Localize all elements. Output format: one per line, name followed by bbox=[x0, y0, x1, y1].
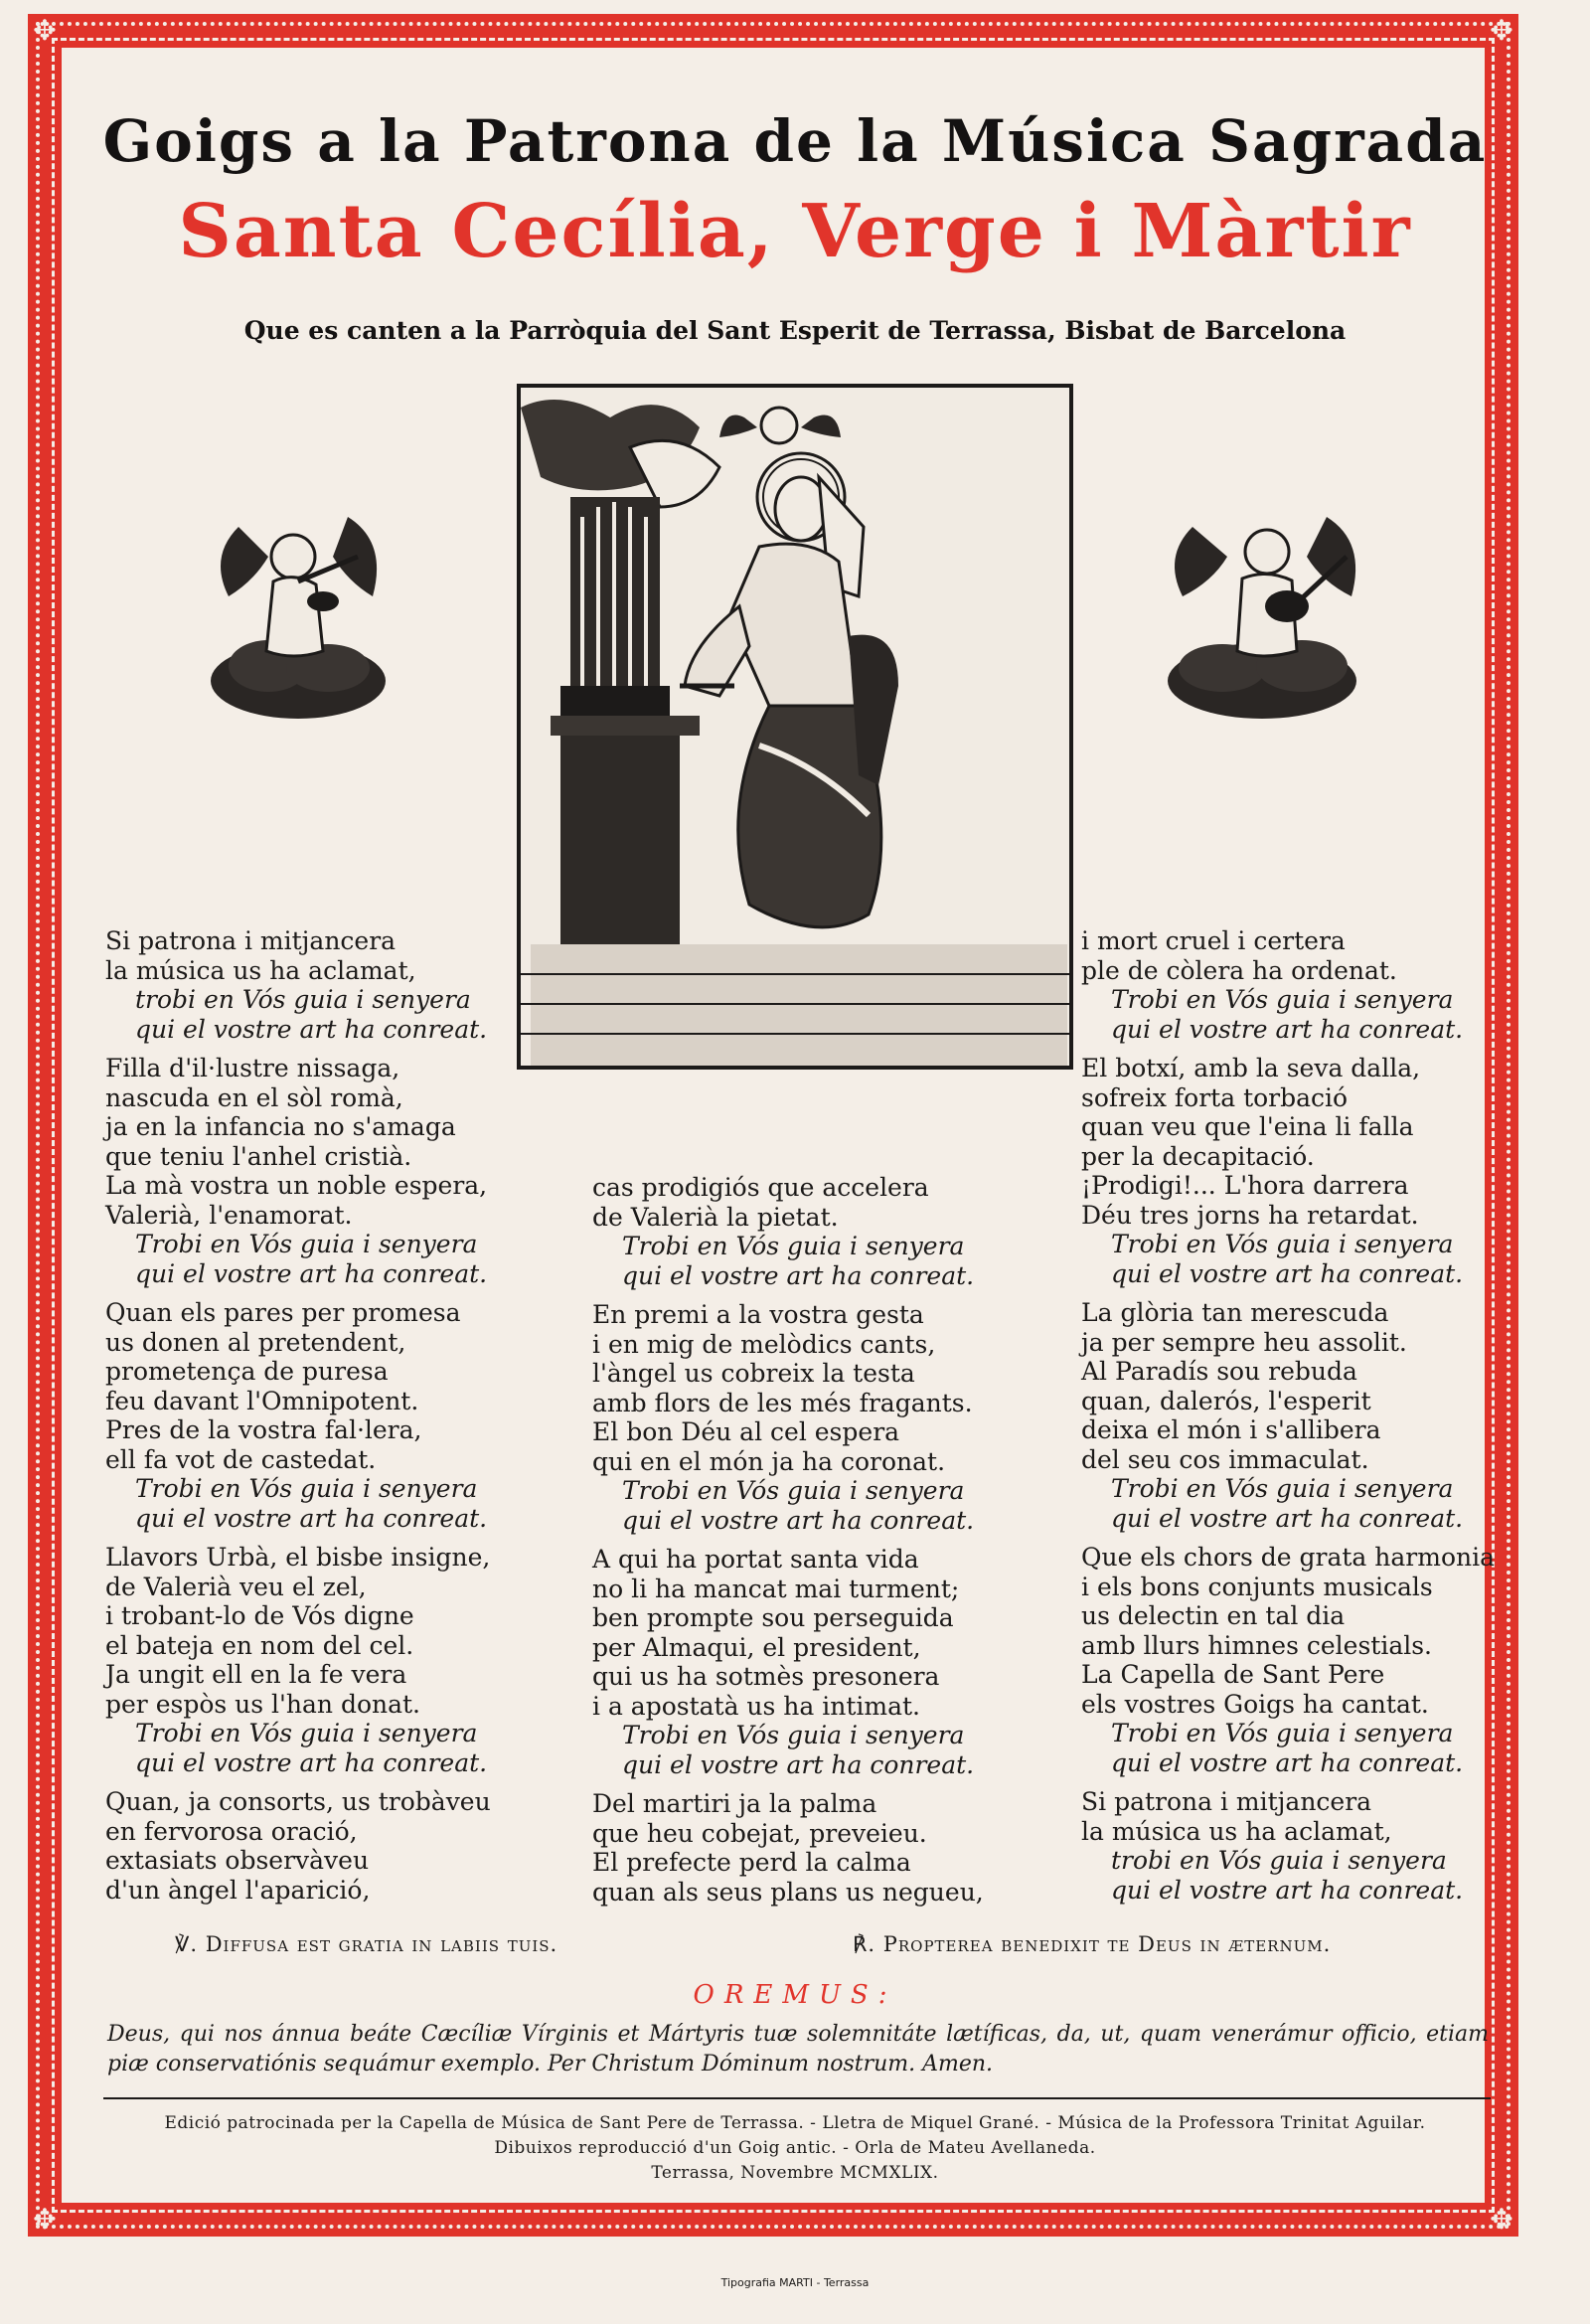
response: ℟. Propterea benedixit te Deus in æternum. bbox=[853, 1932, 1332, 1956]
refrain-line: qui el vostre art ha conreat. bbox=[135, 1503, 488, 1533]
saint-cecilia-woodcut bbox=[517, 384, 1073, 1070]
refrain-line: trobi en Vós guia i senyera bbox=[1111, 1846, 1447, 1875]
verse-line: ja en la infancia no s'amaga bbox=[105, 1112, 456, 1141]
verse-line: Déu tres jorns ha retardat. bbox=[1081, 1200, 1419, 1230]
verse-line: ben prompte sou perseguida bbox=[592, 1603, 954, 1632]
verse-line: Al Paradís sou rebuda bbox=[1081, 1357, 1357, 1386]
corner-ornament-icon: ✥ bbox=[33, 14, 57, 47]
verse-line: La glòria tan merescuda bbox=[1081, 1298, 1389, 1327]
verse-line: us donen al pretendent, bbox=[105, 1327, 406, 1357]
refrain-line: Trobi en Vós guia i senyera bbox=[135, 1230, 478, 1258]
refrain-line: Trobi en Vós guia i senyera bbox=[622, 1476, 965, 1505]
stanza bbox=[105, 926, 491, 1044]
verse-line: els vostres Goigs ha cantat. bbox=[1081, 1689, 1429, 1719]
verse-line: Ja ungit ell en la fe vera bbox=[105, 1660, 407, 1689]
verse-line: Si patrona i mitjancera bbox=[1081, 1787, 1372, 1816]
verse-line: ell fa vot de castedat. bbox=[105, 1444, 377, 1474]
verse-line: per Almaqui, el president, bbox=[592, 1632, 921, 1662]
verse-line: extasiats observàveu bbox=[105, 1846, 370, 1875]
versicle: ℣. Diffusa est gratia in labiis tuis. bbox=[175, 1932, 558, 1956]
title-line-2: Santa Cecília, Verge i Màrtir bbox=[178, 189, 1412, 274]
verse-line: que teniu l'anhel cristià. bbox=[105, 1141, 412, 1171]
verse-line: de Valerià veu el zel, bbox=[105, 1572, 367, 1601]
oremus-heading: OREMUS: bbox=[693, 1980, 897, 2010]
divider-rule bbox=[103, 2097, 1491, 2099]
verse-line: El bon Déu al cel espera bbox=[592, 1417, 900, 1446]
verse-line: deixa el món i s'allibera bbox=[1081, 1415, 1381, 1444]
verse-line: feu davant l'Omnipotent. bbox=[105, 1386, 419, 1415]
stanza bbox=[1081, 1543, 1495, 1777]
verse-line: i en mig de melòdics cants, bbox=[592, 1329, 936, 1359]
refrain-line: Trobi en Vós guia i senyera bbox=[622, 1232, 965, 1260]
verse-line: quan, dalerós, l'esperit bbox=[1081, 1386, 1371, 1415]
verse-line: la música us ha aclamat, bbox=[105, 955, 416, 985]
verse-column-left bbox=[105, 926, 491, 1905]
verse-line: de Valerià la pietat. bbox=[592, 1202, 839, 1232]
verse-column-middle bbox=[592, 1173, 984, 1907]
refrain-line: trobi en Vós guia i senyera bbox=[135, 985, 471, 1014]
stanza bbox=[592, 1789, 984, 1907]
verse-line: i mort cruel i certera bbox=[1081, 926, 1346, 955]
refrain-line: qui el vostre art ha conreat. bbox=[135, 1014, 488, 1044]
verse-line: quan als seus plans us negueu, bbox=[592, 1877, 984, 1907]
verse-line: La mà vostra un noble espera, bbox=[105, 1171, 488, 1200]
refrain-line: Trobi en Vós guia i senyera bbox=[622, 1721, 965, 1749]
stanza bbox=[1081, 1298, 1495, 1533]
corner-ornament-icon: ✥ bbox=[1490, 14, 1513, 47]
verse-line: l'àngel us cobreix la testa bbox=[592, 1359, 915, 1388]
verse-line: El prefecte perd la calma bbox=[592, 1848, 911, 1877]
verse-line: prometença de puresa bbox=[105, 1357, 389, 1386]
stanza bbox=[1081, 1054, 1495, 1288]
refrain-line: Trobi en Vós guia i senyera bbox=[1111, 1230, 1454, 1258]
verse-line: del seu cos immaculat. bbox=[1081, 1444, 1369, 1474]
credits-line: Dibuixos reproducció d'un Goig antic. - Orla de Mateu Avellaneda. bbox=[494, 2138, 1096, 2158]
printer-imprint: Tipografia MARTI - Terrassa bbox=[720, 2276, 870, 2289]
verse-line: Llavors Urbà, el bisbe insigne, bbox=[105, 1543, 491, 1572]
refrain-line: qui el vostre art ha conreat. bbox=[622, 1749, 975, 1779]
verse-line: La Capella de Sant Pere bbox=[1081, 1660, 1385, 1689]
stanza bbox=[592, 1545, 984, 1779]
refrain-line: qui el vostre art ha conreat. bbox=[135, 1258, 488, 1288]
stanza bbox=[105, 1543, 491, 1777]
corner-ornament-icon: ✥ bbox=[1490, 2203, 1513, 2236]
verse-line: amb llurs himnes celestials. bbox=[1081, 1630, 1432, 1660]
refrain-line: Trobi en Vós guia i senyera bbox=[1111, 1474, 1454, 1503]
verse-line: Quan, ja consorts, us trobàveu bbox=[105, 1787, 491, 1816]
credits bbox=[80, 2111, 1510, 2186]
verse-line: que heu cobejat, preveieu. bbox=[592, 1818, 927, 1848]
stanza bbox=[1081, 926, 1495, 1044]
refrain-line: qui el vostre art ha conreat. bbox=[622, 1260, 975, 1290]
verse-line: cas prodigiós que accelera bbox=[592, 1173, 929, 1202]
refrain-line: Trobi en Vós guia i senyera bbox=[135, 1474, 478, 1503]
verse-line: Que els chors de grata harmonia bbox=[1081, 1543, 1496, 1572]
verse-line: Del martiri ja la palma bbox=[592, 1789, 877, 1818]
verse-line: el bateja en nom del cel. bbox=[105, 1630, 414, 1660]
verse-line: ¡Prodigi!... L'hora darrera bbox=[1081, 1171, 1409, 1200]
verse-line: qui us ha sotmès presonera bbox=[592, 1662, 940, 1691]
verse-line: ja per sempre heu assolit. bbox=[1081, 1327, 1407, 1357]
verse-line: qui en el món ja ha coronat. bbox=[592, 1446, 946, 1476]
title-line-1: Goigs a la Patrona de la Música Sagrada bbox=[102, 107, 1488, 175]
verse-line: per la decapitació. bbox=[1081, 1141, 1315, 1171]
verse-line: quan veu que l'eina li falla bbox=[1081, 1112, 1414, 1141]
stanza bbox=[105, 1787, 491, 1905]
cherub-lute-illustration bbox=[1153, 487, 1371, 726]
verse-line: la música us ha aclamat, bbox=[1081, 1816, 1392, 1846]
verse-line: nascuda en el sòl romà, bbox=[105, 1082, 403, 1112]
verse-line: amb flors de les més fragants. bbox=[592, 1388, 973, 1417]
refrain-line: Trobi en Vós guia i senyera bbox=[1111, 985, 1454, 1014]
refrain-line: qui el vostre art ha conreat. bbox=[135, 1747, 488, 1777]
verse-line: ple de còlera ha ordenat. bbox=[1081, 955, 1397, 985]
verse-line: i trobant-lo de Vós digne bbox=[105, 1601, 414, 1630]
stanza bbox=[592, 1173, 984, 1290]
verse-line: en fervorosa oració, bbox=[105, 1816, 358, 1846]
verse-line: A qui ha portat santa vida bbox=[592, 1545, 919, 1574]
verse-line: Si patrona i mitjancera bbox=[105, 926, 397, 955]
refrain-line: qui el vostre art ha conreat. bbox=[1111, 1875, 1464, 1905]
refrain-line: qui el vostre art ha conreat. bbox=[622, 1505, 975, 1535]
closing-prayer: Deus, qui nos ánnua beáte Cæcíliæ Vírginis et Mártyris tuæ solemnitáte lætíficas, da, ut, quam venerámur officio, etiam piæ conservatiónis sequámur exemplo. Per Christum Dóminum nostrum. Amen. bbox=[107, 2022, 1489, 2076]
verse-line: sofreix forta torbació bbox=[1081, 1082, 1349, 1112]
refrain-line: Trobi en Vós guia i senyera bbox=[1111, 1719, 1454, 1747]
verse-line: per espòs us l'han donat. bbox=[105, 1689, 421, 1719]
verse-line: i els bons conjunts musicals bbox=[1081, 1572, 1433, 1601]
cherub-violin-illustration bbox=[199, 487, 398, 726]
verse-line: d'un àngel l'aparició, bbox=[105, 1875, 371, 1905]
verse-line: us delectin en tal dia bbox=[1081, 1601, 1346, 1630]
credits-line: Edició patrocinada per la Capella de Música de Sant Pere de Terrassa. - Lletra de Miquel Grané. - Música de la Professora Trinitat Aguilar. bbox=[164, 2113, 1426, 2133]
verse-column-right bbox=[1081, 926, 1495, 1905]
verse-line: i a apostatà us ha intimat. bbox=[592, 1691, 921, 1721]
verse-line: Quan els pares per promesa bbox=[105, 1298, 461, 1327]
verse-line: no li ha mancat mai turment; bbox=[592, 1574, 960, 1603]
stanza bbox=[105, 1298, 491, 1533]
verse-line: El botxí, amb la seva dalla, bbox=[1081, 1054, 1421, 1082]
credits-line: Terrassa, Novembre MCMXLIX. bbox=[651, 2163, 939, 2183]
verse-line: Pres de la vostra fal·lera, bbox=[105, 1415, 422, 1444]
corner-ornament-icon: ✥ bbox=[33, 2203, 57, 2236]
stanza bbox=[1081, 1787, 1495, 1905]
refrain-line: Trobi en Vós guia i senyera bbox=[135, 1719, 478, 1747]
stanza bbox=[105, 1054, 491, 1288]
subtitle: Que es canten a la Parròquia del Sant Esperit de Terrassa, Bisbat de Barcelona bbox=[243, 316, 1347, 345]
verse-line: Valerià, l'enamorat. bbox=[105, 1200, 353, 1230]
refrain-line: qui el vostre art ha conreat. bbox=[1111, 1747, 1464, 1777]
refrain-line: qui el vostre art ha conreat. bbox=[1111, 1014, 1464, 1044]
verse-line: En premi a la vostra gesta bbox=[592, 1300, 924, 1329]
refrain-line: qui el vostre art ha conreat. bbox=[1111, 1503, 1464, 1533]
refrain-line: qui el vostre art ha conreat. bbox=[1111, 1258, 1464, 1288]
stanza bbox=[592, 1300, 984, 1535]
verse-line: Filla d'il·lustre nissaga, bbox=[105, 1054, 400, 1082]
